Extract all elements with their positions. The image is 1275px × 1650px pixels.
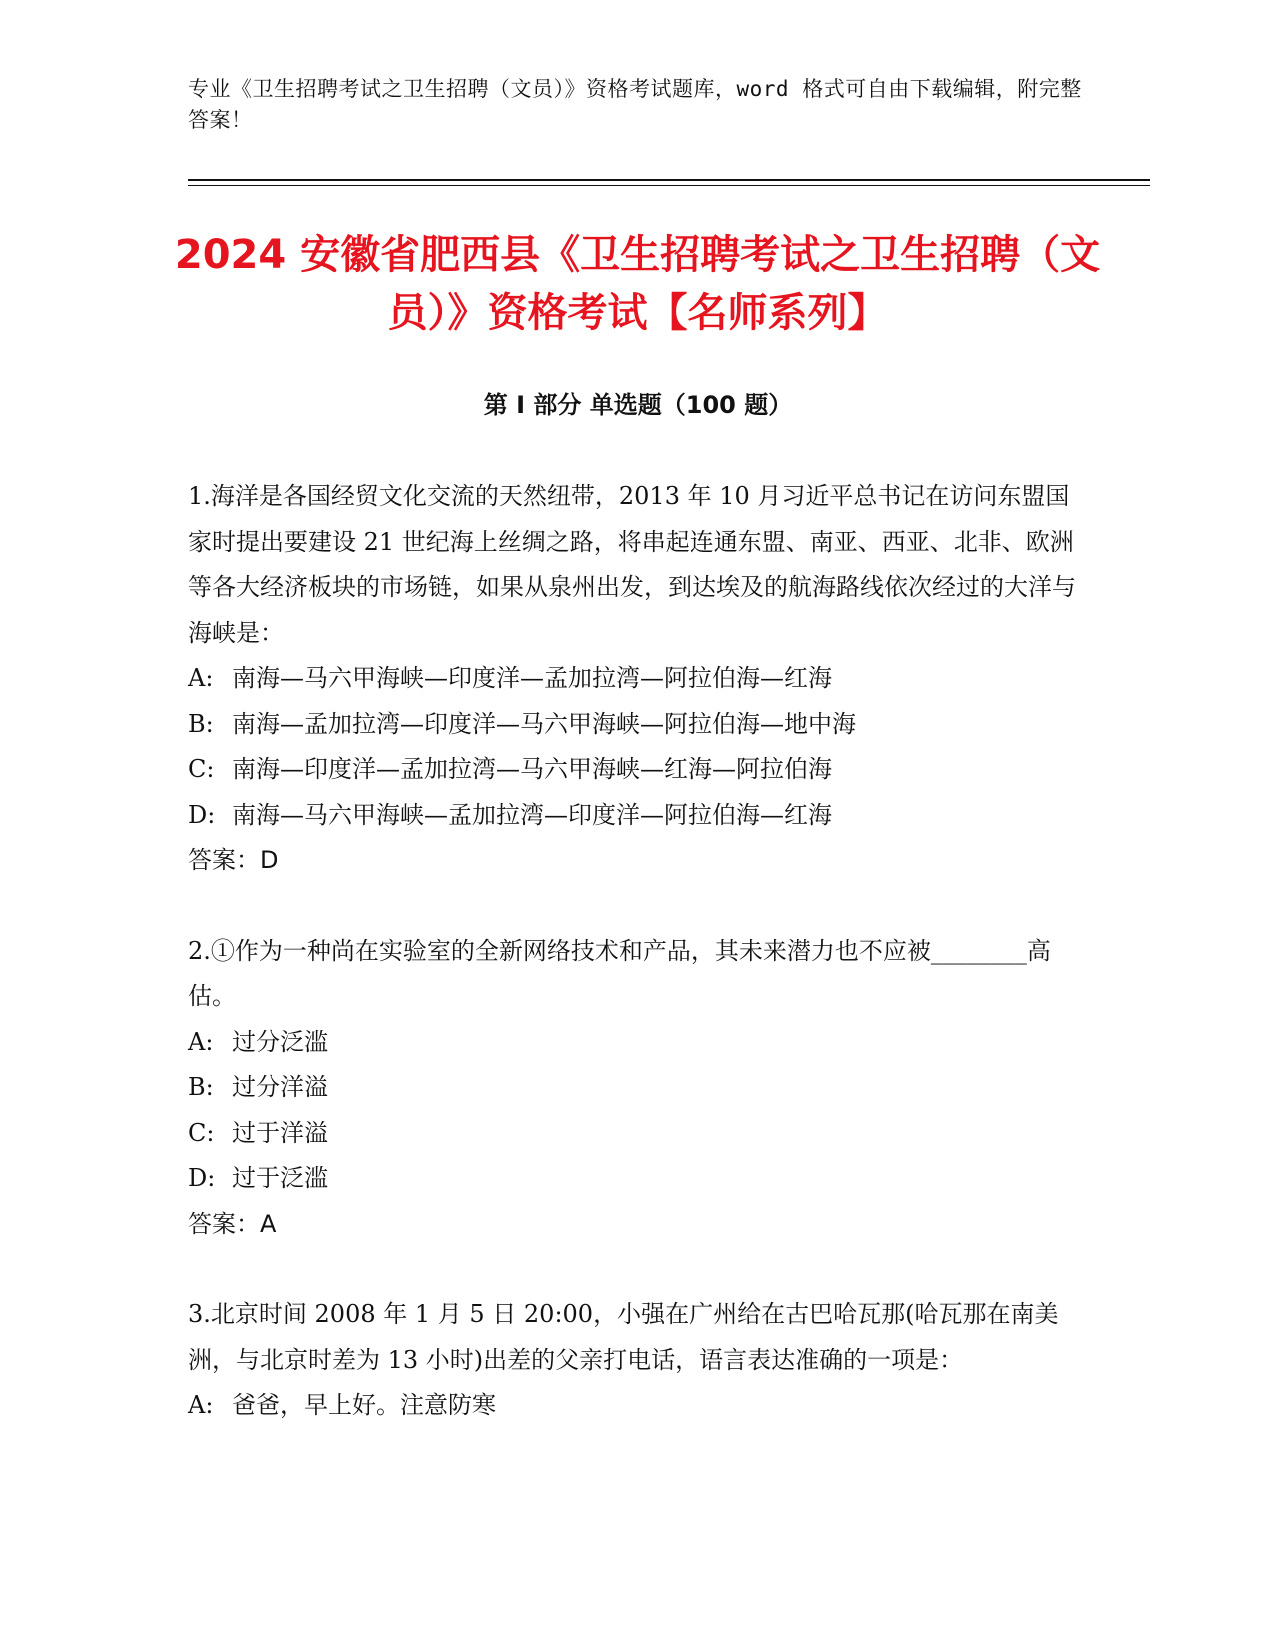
option-letter: D: bbox=[188, 1164, 216, 1192]
option-letter: A: bbox=[188, 1027, 214, 1056]
option-a bbox=[188, 1383, 1088, 1429]
option-text: 南海—马六甲海峡—印度洋—孟加拉湾—阿拉伯海—红海 bbox=[232, 664, 832, 692]
option-c bbox=[188, 747, 1088, 793]
option-letter: B: bbox=[188, 709, 214, 738]
option-text: 南海—印度洋—孟加拉湾—马六甲海峡—红海—阿拉伯海 bbox=[232, 755, 832, 783]
option-letter: C: bbox=[188, 755, 215, 783]
question-text: 3.北京时间 2008 年 1 月 5 日 20:00，小强在广州给在古巴哈瓦那(哈瓦那在南美洲，与北京时差为 13 小时)出差的父亲打电话，语言表达准确的一项是： bbox=[188, 1300, 1059, 1374]
option-text: 过分洋溢 bbox=[232, 1073, 328, 1101]
option-letter: C: bbox=[188, 1118, 215, 1147]
question-3 bbox=[188, 1292, 1088, 1429]
option-letter: A: bbox=[188, 664, 214, 692]
answer-line: 答案：A bbox=[188, 1209, 277, 1238]
option-letter: D: bbox=[188, 800, 216, 829]
question-2 bbox=[188, 929, 1088, 1248]
question-text: 1.海洋是各国经贸文化交流的天然纽带，2013 年 10 月习近平总书记在访问东盟国家时提出要建设 21 世纪海上丝绸之路，将串起连通东盟、南亚、西亚、北非、欧洲等各大经济板块的市场链，如果从泉州出发，到达埃及的航海路线依次经过的大洋与海峡是： bbox=[188, 482, 1076, 647]
header-rule bbox=[188, 179, 1150, 181]
header-rule-thin bbox=[188, 185, 1150, 186]
option-c bbox=[188, 1111, 1088, 1157]
option-text: 南海—孟加拉湾—印度洋—马六甲海峡—阿拉伯海—地中海 bbox=[232, 709, 856, 738]
option-a bbox=[188, 1020, 1088, 1066]
question-text: 2.①作为一种尚在实验室的全新网络技术和产品，其未来潜力也不应被________高估。 bbox=[188, 936, 1051, 1010]
option-d bbox=[188, 1156, 1088, 1202]
option-letter: A: bbox=[188, 1391, 214, 1419]
option-text: 过于洋溢 bbox=[232, 1118, 328, 1147]
option-text: 过于泛滥 bbox=[232, 1164, 328, 1192]
question-1 bbox=[188, 474, 1088, 884]
answer-line: 答案：D bbox=[188, 846, 279, 874]
option-b bbox=[188, 702, 1088, 748]
option-a bbox=[188, 656, 1088, 702]
document-title: 2024 安徽省肥西县《卫生招聘考试之卫生招聘（文员）》资格考试【名师系列】 bbox=[174, 232, 1101, 336]
option-text: 爸爸，早上好。注意防寒 bbox=[232, 1391, 496, 1419]
option-text: 过分泛滥 bbox=[232, 1027, 328, 1056]
section-title: 第 I 部分 单选题（100 题） bbox=[483, 391, 793, 419]
option-b bbox=[188, 1065, 1088, 1111]
option-letter: B: bbox=[188, 1073, 214, 1101]
option-d bbox=[188, 793, 1088, 839]
option-text: 南海—马六甲海峡—孟加拉湾—印度洋—阿拉伯海—红海 bbox=[232, 800, 832, 829]
header-note: 专业《卫生招聘考试之卫生招聘（文员）》资格考试题库，word 格式可自由下载编辑，附完整答案！ bbox=[188, 77, 1082, 132]
question-list bbox=[188, 474, 1088, 1474]
